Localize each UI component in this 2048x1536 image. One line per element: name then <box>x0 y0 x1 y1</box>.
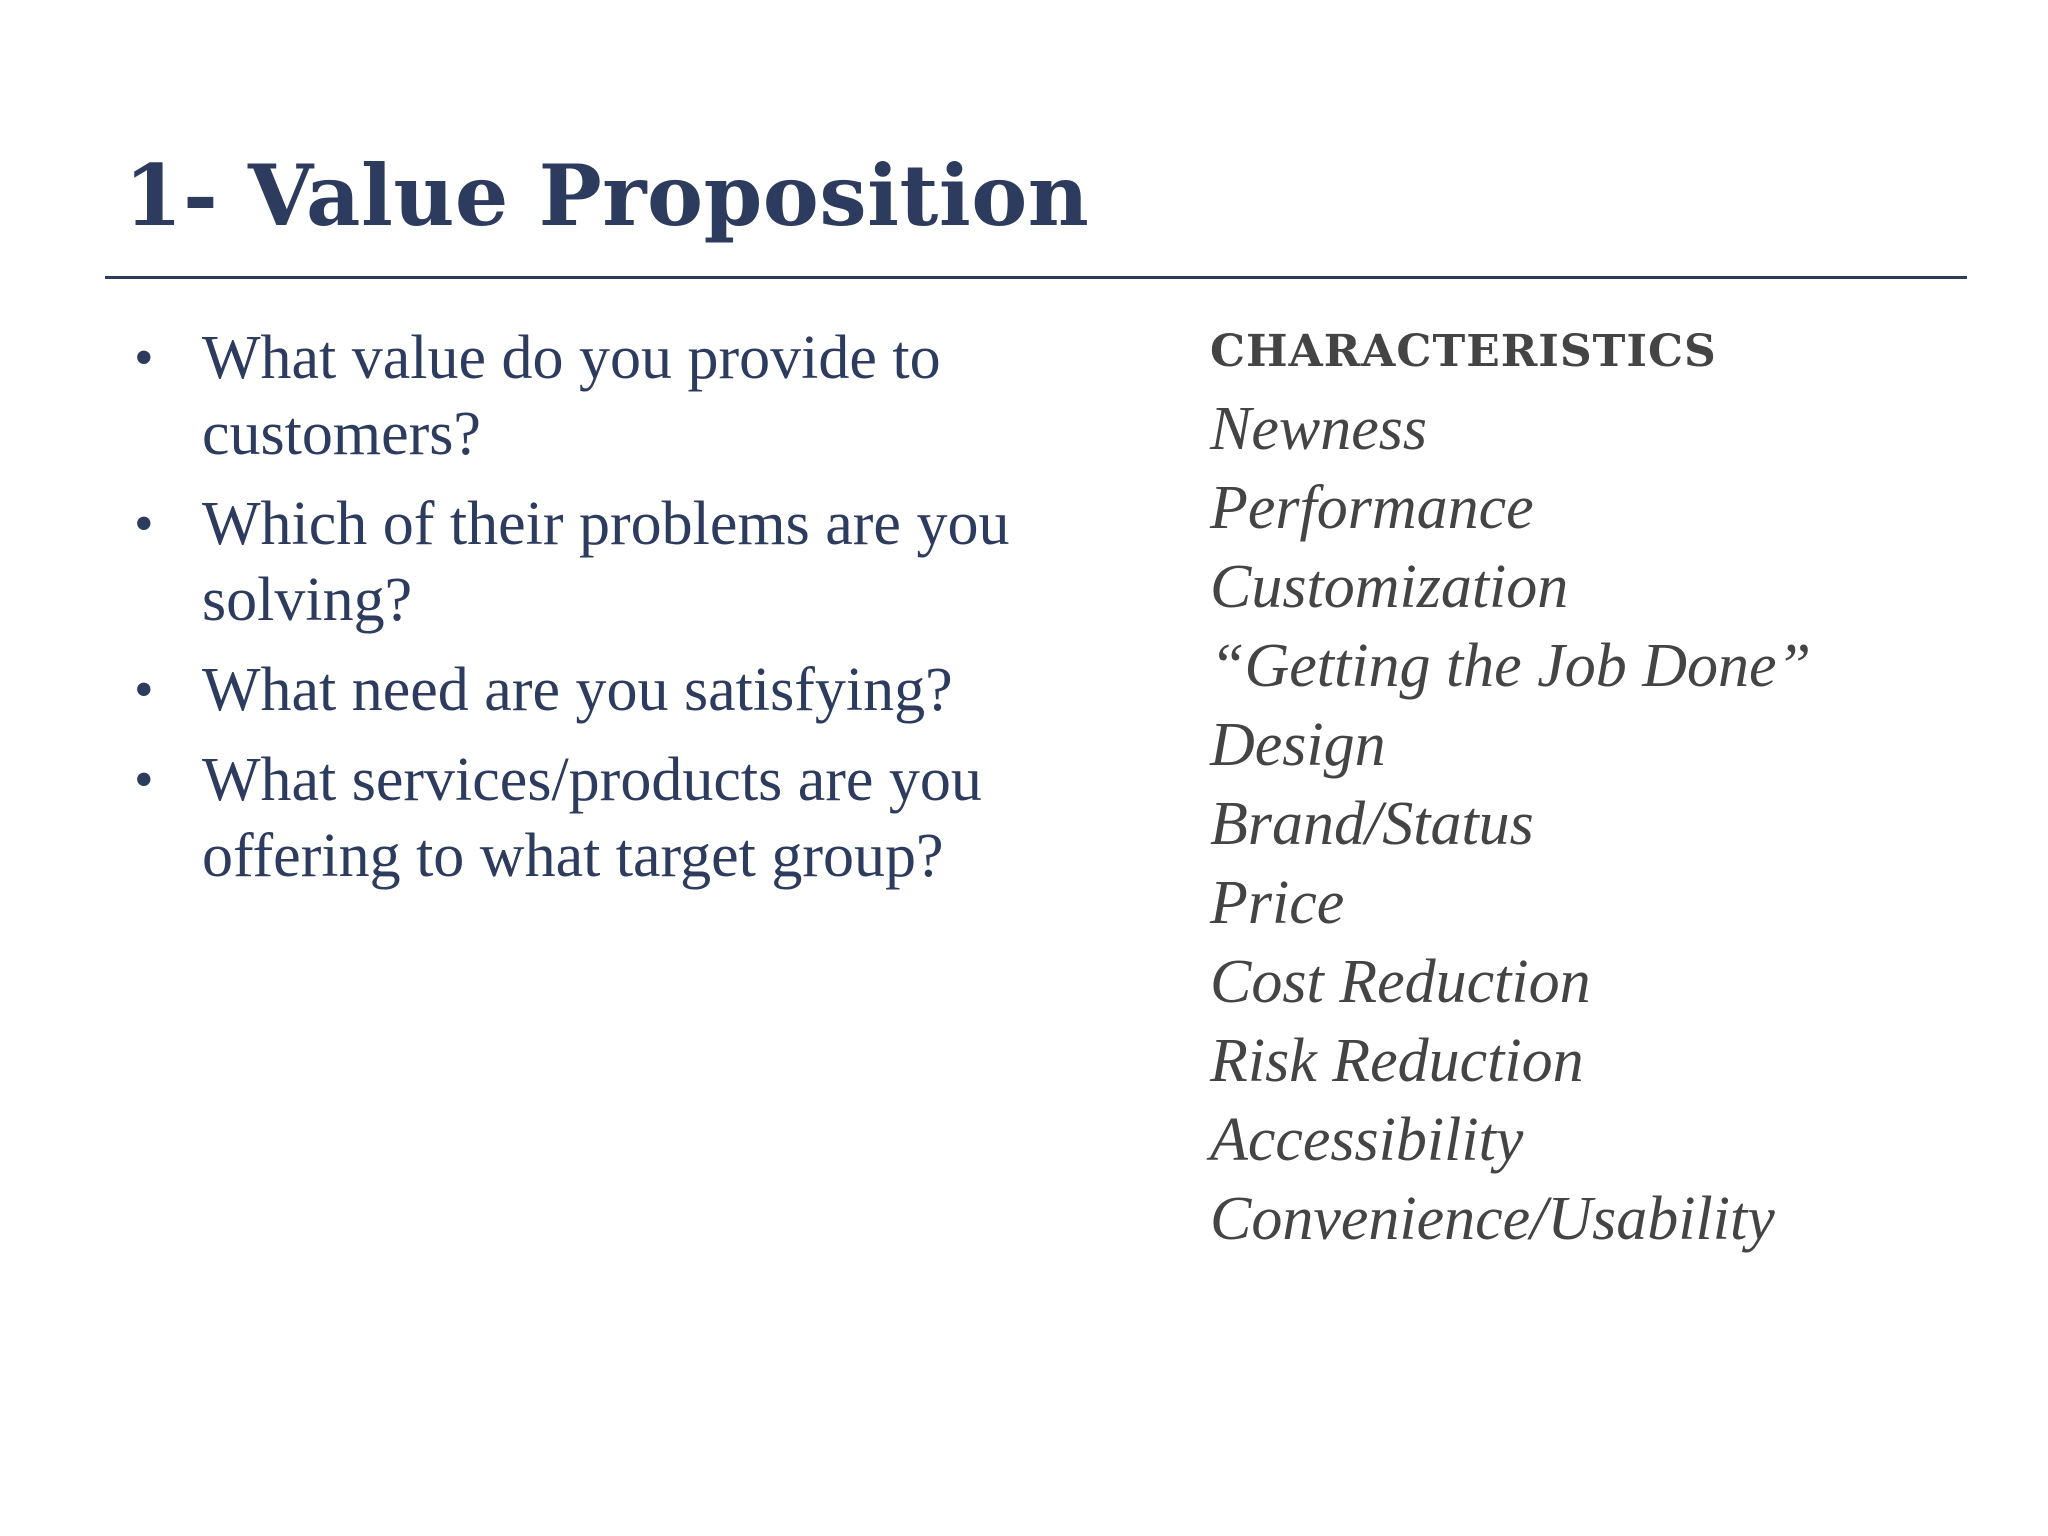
characteristic-item: Performance <box>1210 474 1534 542</box>
characteristic-item: Price <box>1210 869 1345 937</box>
characteristic-item: Customization <box>1210 553 1569 621</box>
characteristic-item: Design <box>1210 711 1386 779</box>
question-item <box>124 742 1084 894</box>
bullet-icon: • <box>134 327 154 389</box>
characteristic-item: Convenience/Usability <box>1210 1185 1775 1253</box>
characteristic-item: Cost Reduction <box>1210 948 1591 1016</box>
bullet-icon: • <box>134 659 154 721</box>
question-list <box>124 320 1084 908</box>
characteristic-item: Brand/Status <box>1210 790 1534 858</box>
characteristics-list <box>1210 318 1970 1259</box>
bullet-icon: • <box>134 493 154 555</box>
bullet-icon: • <box>134 749 154 811</box>
question-item <box>124 486 1084 638</box>
question-text: Which of their problems are you solving? <box>202 490 1010 634</box>
question-text: What need are you satisfying? <box>202 656 953 724</box>
question-item <box>124 652 1084 728</box>
question-text: What value do you provide to customers? <box>202 324 941 468</box>
characteristic-item: Newness <box>1210 395 1427 463</box>
slide-title: 1- Value Proposition <box>124 146 1090 245</box>
characteristic-item: Accessibility <box>1210 1106 1524 1174</box>
title-divider <box>105 276 1967 279</box>
characteristic-item: “Getting the Job Done” <box>1210 632 1811 700</box>
question-text: What services/products are you offering to what target group? <box>202 746 982 890</box>
characteristic-item: Risk Reduction <box>1210 1027 1584 1095</box>
characteristics-header: CHARACTERISTICS <box>1210 326 1717 377</box>
question-item <box>124 320 1084 472</box>
